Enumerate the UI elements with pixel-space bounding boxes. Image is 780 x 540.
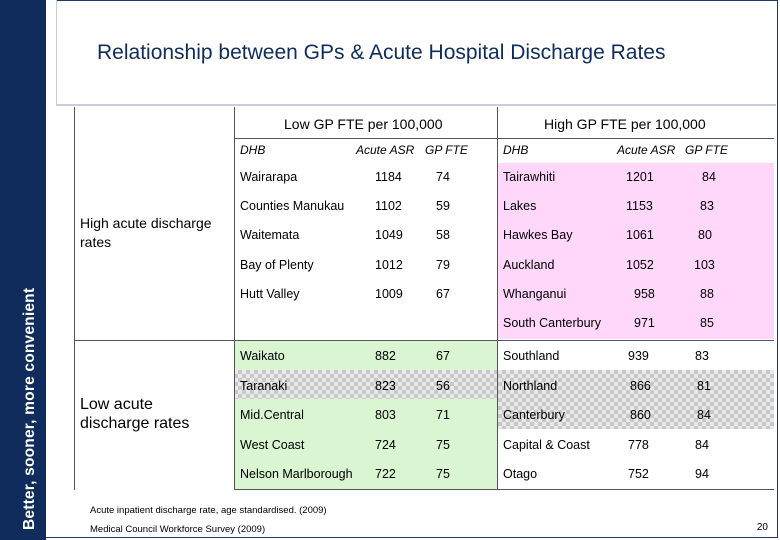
cell-acute: 882 (375, 349, 396, 363)
cell-acute: 1012 (375, 258, 403, 272)
cell-gp: 56 (436, 379, 450, 393)
table-border-bottom (234, 489, 774, 490)
col-header-gp-low: GP FTE (425, 143, 468, 157)
cell-dhb: Capital & Coast (503, 438, 590, 452)
cell-dhb: Mid.Central (240, 408, 304, 422)
table-border-left (74, 107, 75, 490)
row-label-low-rates: Low acute discharge rates (80, 396, 190, 432)
cell-gp: 85 (700, 316, 714, 330)
cell-dhb: Bay of Plenty (240, 258, 314, 272)
cell-dhb: Waikato (240, 349, 285, 363)
group-header-rule (234, 138, 774, 139)
col-header-acute-low: Acute ASR (356, 143, 415, 157)
cell-acute: 866 (630, 379, 651, 393)
footnote-source-workforce: Medical Council Workforce Survey (2009) (90, 524, 266, 535)
cell-acute: 803 (375, 408, 396, 422)
cell-acute: 1052 (626, 258, 654, 272)
cell-acute: 778 (628, 438, 649, 452)
cell-gp: 75 (436, 467, 450, 481)
cell-gp: 84 (697, 408, 711, 422)
cell-dhb: Southland (503, 349, 560, 363)
cell-gp: 71 (436, 408, 450, 422)
group-header-low-gp: Low GP FTE per 100,000 (284, 116, 443, 132)
page-number: 20 (756, 522, 768, 533)
cell-acute: 752 (628, 467, 649, 481)
cell-gp: 75 (436, 438, 450, 452)
cell-gp: 88 (700, 287, 714, 301)
cell-acute: 1102 (375, 199, 402, 213)
side-caption: Better, sooner, more convenient (21, 287, 38, 530)
cell-gp: 103 (694, 258, 715, 272)
cell-dhb: Wairarapa (240, 170, 298, 184)
cell-acute: 958 (634, 287, 655, 301)
cell-dhb: Hawkes Bay (503, 228, 573, 242)
cell-acute: 939 (628, 349, 649, 363)
rate-divider-rule (74, 340, 774, 341)
cell-gp: 59 (436, 199, 450, 213)
title-rule-vertical (56, 0, 57, 104)
cell-acute: 860 (630, 408, 651, 422)
cell-dhb: West Coast (240, 438, 305, 452)
cell-acute: 722 (375, 467, 396, 481)
col-header-gp-high: GP FTE (685, 143, 728, 157)
cell-dhb: Otago (503, 467, 538, 481)
cell-gp: 81 (697, 379, 711, 393)
cell-acute: 971 (634, 316, 655, 330)
cell-dhb: Northland (503, 379, 558, 393)
group-header-high-gp: High GP FTE per 100,000 (544, 116, 706, 132)
table-divider-groups (497, 107, 498, 490)
cell-gp: 83 (700, 199, 714, 213)
highlight-high-gp-high-rate (498, 163, 774, 339)
cell-gp: 74 (436, 170, 450, 184)
page-title: Relationship between GPs & Acute Hospital Discharge Rates (97, 41, 666, 64)
cell-acute: 1201 (626, 170, 654, 184)
cell-gp: 94 (695, 467, 709, 481)
col-header-dhb-low: DHB (240, 143, 266, 157)
cell-dhb: Auckland (503, 258, 555, 272)
cell-gp: 80 (698, 228, 712, 242)
cell-dhb: Hutt Valley (240, 287, 300, 301)
footnote-source-discharge: Acute inpatient discharge rate, age standardised. (2009) (90, 505, 327, 516)
cell-acute: 1049 (375, 228, 403, 242)
cell-dhb: Counties Manukau (240, 199, 345, 213)
title-rule-horizontal (56, 104, 776, 106)
cell-dhb: Taranaki (240, 379, 288, 393)
row-label-high-rates: High acute discharge rates (80, 215, 212, 250)
cell-dhb: Canterbury (503, 408, 565, 422)
cell-acute: 823 (375, 379, 396, 393)
cell-gp: 83 (695, 349, 709, 363)
cell-acute: 1061 (626, 228, 654, 242)
cell-gp: 84 (702, 170, 716, 184)
cell-dhb: Tairawhiti (503, 170, 556, 184)
cell-dhb: Waitemata (240, 228, 300, 242)
cell-dhb: South Canterbury (503, 316, 601, 330)
cell-gp: 67 (436, 287, 450, 301)
cell-acute: 1184 (375, 170, 402, 184)
cell-dhb: Nelson Marlborough (240, 467, 353, 481)
cell-gp: 67 (436, 349, 450, 363)
cell-dhb: Lakes (503, 199, 537, 213)
cell-dhb: Whanganui (503, 287, 567, 301)
cell-gp: 58 (436, 228, 450, 242)
cell-gp: 84 (695, 438, 709, 452)
header-spacer (46, 0, 56, 104)
cell-acute: 724 (375, 438, 396, 452)
table-divider-labels (234, 107, 235, 490)
cell-gp: 79 (436, 258, 450, 272)
cell-acute: 1153 (626, 199, 653, 213)
cell-acute: 1009 (375, 287, 403, 301)
col-header-dhb-high: DHB (503, 143, 529, 157)
col-header-acute-high: Acute ASR (617, 143, 676, 157)
